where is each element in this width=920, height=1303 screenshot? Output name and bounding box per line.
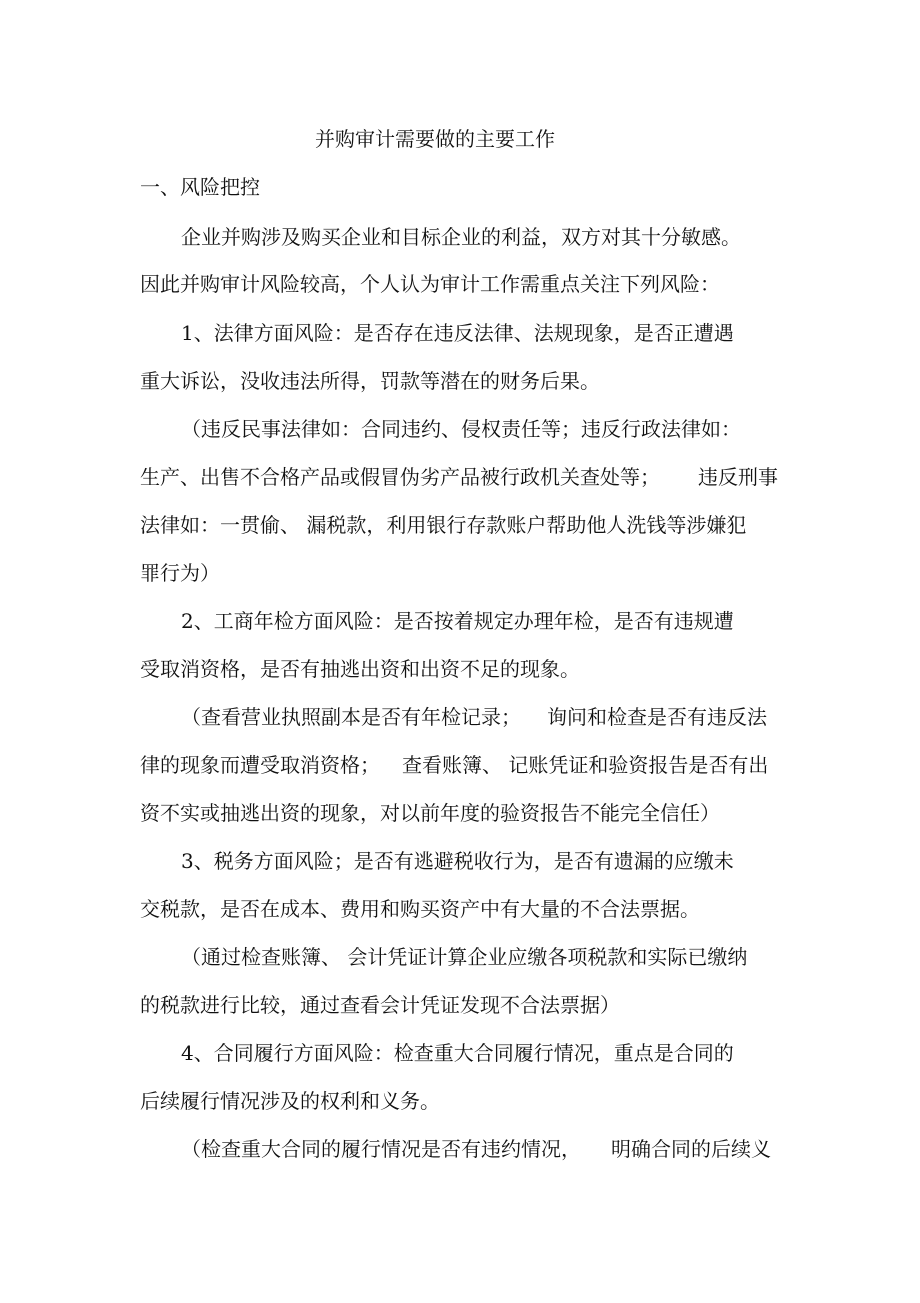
note-line: 法律如：一贯偷、 漏税款，利用银行存款账户帮助他人洗钱等涉嫌犯 [140, 513, 747, 537]
paragraph-line: 3、税务方面风险；是否有逃避税收行为，是否有遗漏的应缴未 [181, 849, 734, 873]
note-line [181, 1137, 771, 1161]
paragraph-line: 企业并购涉及购买企业和目标企业的利益，双方对其十分敏感。 [181, 225, 741, 249]
note-line: （通过检查账簿、 会计凭证计算企业应缴各项税款和实际已缴纳 [181, 945, 748, 969]
paragraph-line: 后续履行情况涉及的权利和义务。 [140, 1089, 440, 1113]
paragraph-line: 受取消资格，是否有抽逃出资和出资不足的现象。 [140, 657, 580, 681]
note-segment: 询问和检查是否有违反法 [547, 705, 767, 729]
paragraph-line: 重大诉讼，没收违法所得，罚款等潜在的财务后果。 [140, 369, 600, 393]
note-segment: 生产、出售不合格产品或假冒伪劣产品被行政机关查处等； [140, 465, 660, 489]
note-line: 资不实或抽逃出资的现象，对以前年度的验资报告不能完全信任） [140, 801, 720, 825]
note-segment: （检查重大合同的履行情况是否有违约情况， [181, 1137, 581, 1161]
paragraph-line: 1、法律方面风险：是否存在违反法律、法规现象，是否正遭遇 [181, 321, 734, 345]
note-line [181, 705, 767, 729]
paragraph-line: 因此并购审计风险较高，个人认为审计工作需重点关注下列风险： [140, 272, 720, 296]
paragraph-line: 交税款，是否在成本、费用和购买资产中有大量的不合法票据。 [140, 897, 700, 921]
note-segment: 明确合同的后续义 [611, 1137, 771, 1161]
note-line [140, 753, 768, 777]
paragraph-line: 2、工商年检方面风险：是否按着规定办理年检，是否有违规遭 [181, 609, 734, 633]
document-title: 并购审计需要做的主要工作 [315, 127, 555, 151]
paragraph-line: 4、合同履行方面风险：检查重大合同履行情况，重点是合同的 [181, 1041, 734, 1065]
section-heading: 一、风险把控 [140, 175, 260, 199]
note-segment: 律的现象而遭受取消资格； [140, 753, 380, 777]
note-line: （违反民事法律如：合同违约、侵权责任等；违反行政法律如： [181, 417, 741, 441]
note-line: 的税款进行比较，通过查看会计凭证发现不合法票据） [140, 993, 620, 1017]
note-segment: 查看账簿、 记账凭证和验资报告是否有出 [402, 753, 769, 777]
note-segment: 违反刑事 [698, 465, 778, 489]
note-line: 罪行为） [140, 561, 220, 585]
note-segment: （查看营业执照副本是否有年检记录； [181, 705, 521, 729]
note-line [140, 465, 778, 489]
